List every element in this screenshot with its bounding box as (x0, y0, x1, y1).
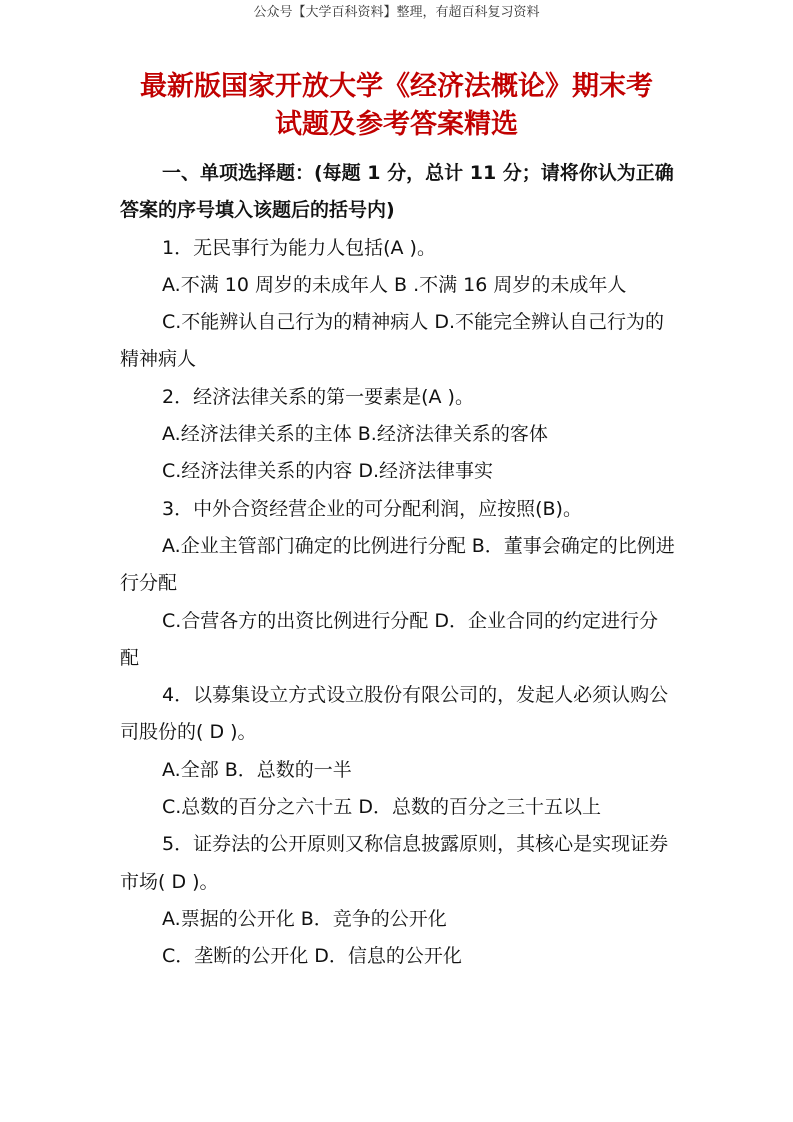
question-options: A.全部 B．总数的一半 (162, 758, 352, 781)
question-2 (120, 379, 676, 491)
title-line-2: 试题及参考答案精选 (275, 109, 518, 140)
section-heading: 一、单项选择题：(每题 1 分，总计 11 分；请将你认为正确答案的序号填入该题后的括号内) (120, 162, 674, 222)
question-stem: 2．经济法律关系的第一要素是(A )。 (162, 385, 474, 408)
question-options: C.不能辨认自己行为的精神病人 D.不能完全辨认自己行为的精神病人 (120, 311, 665, 371)
question-options: A.票据的公开化 B．竞争的公开化 (162, 907, 447, 930)
question-stem: 5．证券法的公开原则又称信息披露原则，其核心是实现证券市场( D )。 (120, 833, 669, 893)
document-body (120, 155, 676, 976)
question-options: A.经济法律关系的主体 B.经济法律关系的客体 (162, 423, 548, 446)
question-options: C.总数的百分之六十五 D．总数的百分之三十五以上 (162, 796, 601, 819)
question-stem: 1．无民事行为能力人包括(A )。 (162, 236, 436, 259)
document-title (110, 68, 683, 144)
question-1 (120, 230, 676, 379)
question-options: C.经济法律关系的内容 D.经济法律事实 (162, 460, 494, 483)
title-line-1: 最新版国家开放大学《经济法概论》期末考 (140, 71, 653, 102)
question-4 (120, 677, 676, 826)
question-options: A.企业主管部门确定的比例进行分配 B．董事会确定的比例进行分配 (120, 534, 675, 595)
question-5 (120, 826, 676, 975)
question-options: C．垄断的公开化 D．信息的公开化 (162, 945, 462, 968)
question-stem: 4．以募集设立方式设立股份有限公司的，发起人必须认购公司股份的( D )。 (120, 684, 669, 744)
header-note: 公众号【大学百科资料】整理，有超百科复习资料 (253, 5, 540, 20)
question-options: A.不满 10 周岁的未成年人 B .不满 16 周岁的未成年人 (162, 273, 627, 296)
question-3 (120, 491, 676, 677)
question-stem: 3．中外合资经营企业的可分配利润，应按照(B)。 (162, 497, 582, 520)
question-options: C.合营各方的出资比例进行分配 D．企业合同的约定进行分配 (120, 609, 658, 669)
